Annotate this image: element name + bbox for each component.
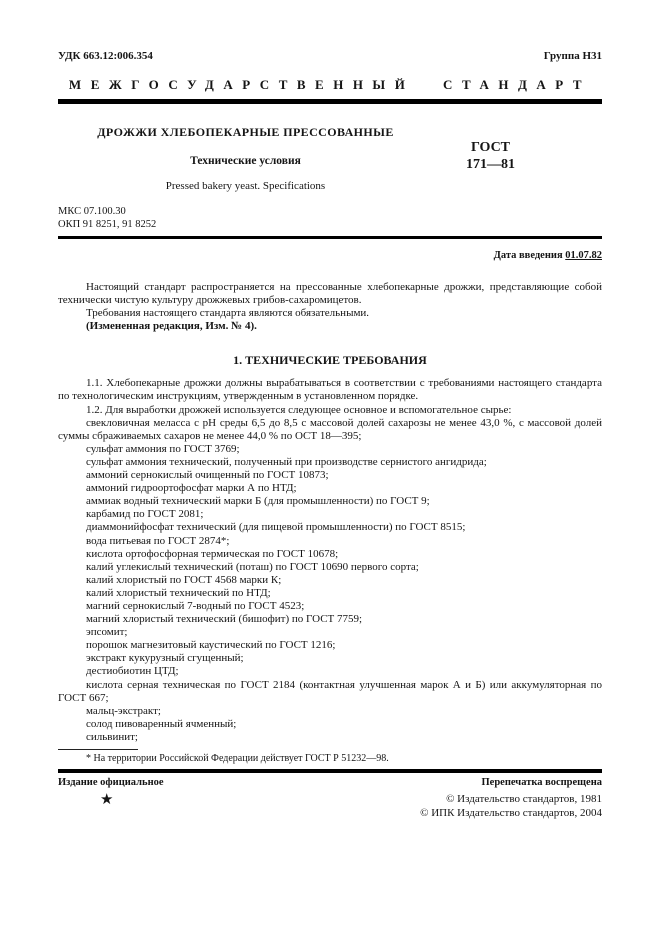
raw-materials-list	[58, 417, 602, 744]
raw-material-item: калий хлористый технический по НТД;	[86, 586, 271, 599]
raw-material-item: мальц-экстракт;	[86, 704, 161, 717]
raw-material-item: экстракт кукурузный сгущенный;	[86, 652, 244, 665]
date-value: 01.07.82	[565, 250, 602, 261]
star-icon: ★	[100, 792, 114, 808]
intro-paragraph: Настоящий стандарт распространяется на прессованные хлебопекарные дрожжи, представляющие собой технически чистую культуру дрожжевых грибов-сахаромицетов.	[58, 281, 602, 307]
raw-material-item: свекловичная меласса с рН среды 6,5 до 8,5 с массовой долей сахарозы не менее 43,0 %, с массовой долей суммы сбраживаемых сахаров не менее 44,0 % по ОСТ 18—395;	[58, 416, 602, 442]
header-divider-bar	[58, 99, 602, 104]
raw-material-item: кислота ортофосфорная термическая по ГОСТ 10678;	[86, 547, 339, 560]
section-heading: 1. ТЕХНИЧЕСКИЕ ТРЕБОВАНИЯ	[233, 353, 427, 368]
amendment-note: (Измененная редакция, Изм. № 4).	[86, 320, 257, 333]
clause-1-1: 1.1. Хлебопекарные дрожжи должны вырабатываться в соответствии с требованиями настоящего стандарта по технологическим инструкциям, утвержденным в установленном порядке.	[58, 377, 602, 403]
raw-material-item: карбамид по ГОСТ 2081;	[86, 508, 204, 521]
raw-material-item: аммоний сернокислый очищенный по ГОСТ 10873;	[86, 469, 329, 482]
standard-type-heading: МЕЖГОСУДАРСТВЕННЫЙ СТАНДАРТ	[68, 77, 592, 92]
raw-material-item: порошок магнезитовый каустический по ГОСТ 1216;	[86, 639, 336, 652]
copyright-line: © Издательство стандартов, 1981	[446, 793, 602, 805]
raw-material-item: дестиобиотин ЦТД;	[86, 665, 179, 678]
title-divider-bar	[58, 236, 602, 239]
footer-row	[58, 777, 602, 788]
raw-material-item: аммоний гидроортофосфат марки А по НТД;	[86, 482, 297, 495]
raw-material-item: аммиак водный технический марки Б (для промышленности) по ГОСТ 9;	[86, 495, 430, 508]
raw-material-item: эпсомит;	[86, 626, 128, 639]
introduction-date-line	[58, 250, 602, 261]
raw-material-item: сульфат аммония технический, полученный при производстве сернистого ангидрида;	[86, 455, 487, 468]
footer-divider-bar	[58, 769, 602, 773]
okp-code: ОКП 91 8251, 91 8252	[58, 218, 157, 230]
document-subtitle: Технические условия	[190, 155, 301, 167]
gost-designation	[433, 139, 548, 192]
title-block	[58, 125, 602, 192]
udk-code: УДК 663.12:006.354	[58, 50, 153, 62]
reprint-prohibited-label: Перепечатка воспрещена	[481, 777, 602, 788]
clause-1-2: 1.2. Для выработки дрожжей используется следующее основное и вспомогательное сырье:	[86, 403, 512, 416]
top-codes-row	[58, 50, 602, 62]
raw-material-item: сульфат аммония по ГОСТ 3769;	[86, 442, 240, 455]
official-edition-label: Издание официальное	[58, 777, 164, 788]
document-body	[58, 281, 602, 744]
gost-number: 171—81	[466, 157, 515, 172]
copyright-line: © ИПК Издательство стандартов, 2004	[420, 806, 602, 819]
gost-label: ГОСТ	[470, 140, 511, 155]
copyright-block	[420, 793, 602, 820]
classification-codes	[58, 206, 602, 231]
raw-material-item: диаммонийфосфат технический (для пищевой промышленности) по ГОСТ 8515;	[86, 521, 466, 534]
title-left-column	[58, 125, 433, 192]
raw-material-item: магний хлористый технический (бишофит) по ГОСТ 7759;	[86, 613, 363, 626]
raw-material-item: магний сернокислый 7-водный по ГОСТ 4523;	[86, 599, 305, 612]
raw-material-item: калий углекислый технический (поташ) по ГОСТ 10690 первого сорта;	[86, 560, 419, 573]
document-title: ДРОЖЖИ ХЛЕБОПЕКАРНЫЕ ПРЕССОВАННЫЕ	[97, 125, 394, 139]
raw-material-item: солод пивоваренный ячменный;	[86, 717, 237, 730]
footer-bottom	[58, 793, 602, 820]
date-label: Дата введения	[493, 250, 563, 261]
raw-material-item: сильвинит;	[86, 730, 138, 743]
raw-material-item: калий хлористый по ГОСТ 4568 марки К;	[86, 573, 282, 586]
footnote-separator	[58, 749, 138, 750]
footnote-text: * На территории Российской Федерации действует ГОСТ Р 51232—98.	[86, 753, 389, 764]
document-subtitle-english: Pressed bakery yeast. Specifications	[165, 180, 326, 192]
mks-code: МКС 07.100.30	[58, 206, 126, 217]
raw-material-item: кислота серная техническая по ГОСТ 2184 (контактная улучшенная марок А и Б) или аккумуляторная по ГОСТ 667;	[58, 678, 602, 704]
intro-paragraph: Требования настоящего стандарта являются обязательными.	[86, 307, 370, 320]
group-code: Группа Н31	[543, 50, 602, 62]
raw-material-item: вода питьевая по ГОСТ 2874*;	[86, 534, 230, 547]
